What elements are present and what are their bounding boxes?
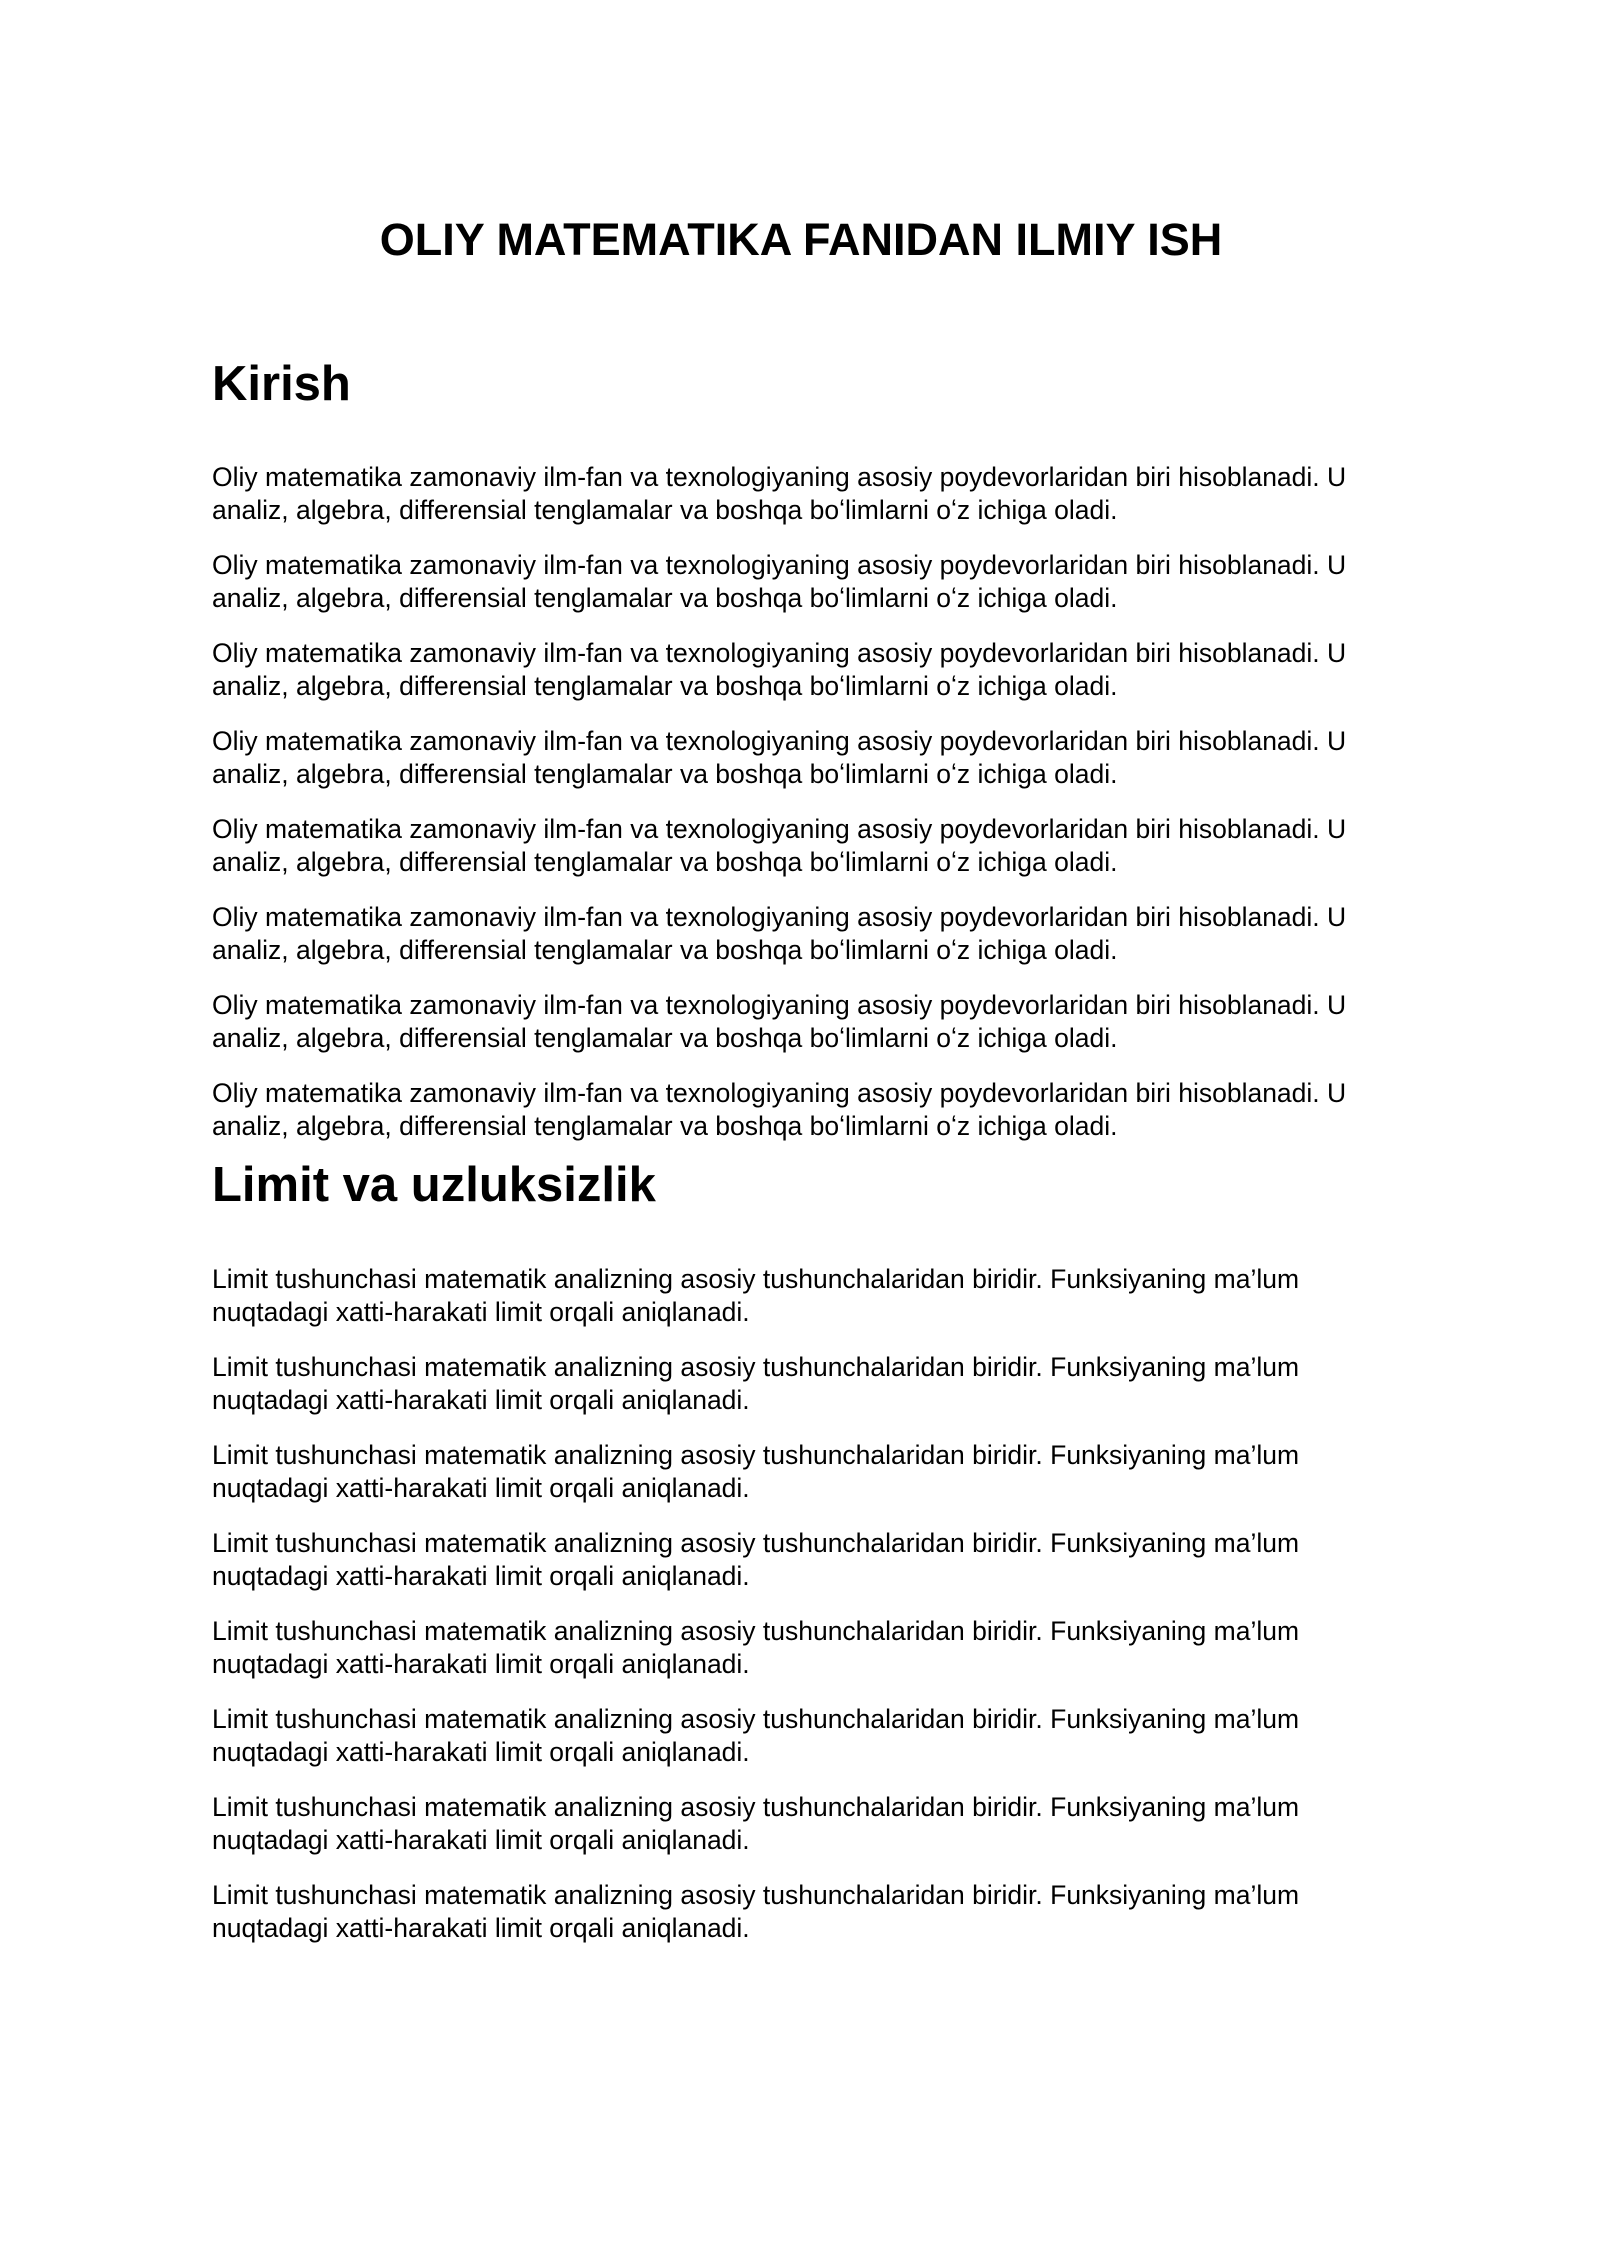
paragraph: Oliy matematika zamonaviy ilm-fan va texnologiyaning asosiy poydevorlaridan biri hisoblanadi. U analiz, algebra, differensial tenglamalar va boshqa boʻlimlarni oʻz ichiga oladi. [212,902,1347,965]
paragraph: Limit tushunchasi matematik analizning asosiy tushunchalaridan biridir. Funksiyaning ma’lum nuqtadagi xatti-harakati limit orqali aniqlanadi. [212,1704,1300,1767]
paragraph: Limit tushunchasi matematik analizning asosiy tushunchalaridan biridir. Funksiyaning ma’lum nuqtadagi xatti-harakati limit orqali aniqlanadi. [212,1880,1300,1943]
paragraph: Oliy matematika zamonaviy ilm-fan va texnologiyaning asosiy poydevorlaridan biri hisoblanadi. U analiz, algebra, differensial tenglamalar va boshqa boʻlimlarni oʻz ichiga oladi. [212,814,1347,877]
paragraph: Oliy matematika zamonaviy ilm-fan va texnologiyaning asosiy poydevorlaridan biri hisoblanadi. U analiz, algebra, differensial tenglamalar va boshqa boʻlimlarni oʻz ichiga oladi. [212,462,1347,525]
paragraph: Limit tushunchasi matematik analizning asosiy tushunchalaridan biridir. Funksiyaning ma’lum nuqtadagi xatti-harakati limit orqali aniqlanadi. [212,1792,1300,1855]
paragraph: Oliy matematika zamonaviy ilm-fan va texnologiyaning asosiy poydevorlaridan biri hisoblanadi. U analiz, algebra, differensial tenglamalar va boshqa boʻlimlarni oʻz ichiga oladi. [212,638,1347,701]
paragraph: Limit tushunchasi matematik analizning asosiy tushunchalaridan biridir. Funksiyaning ma’lum nuqtadagi xatti-harakati limit orqali aniqlanadi. [212,1616,1300,1679]
paragraph: Oliy matematika zamonaviy ilm-fan va texnologiyaning asosiy poydevorlaridan biri hisoblanadi. U analiz, algebra, differensial tenglamalar va boshqa boʻlimlarni oʻz ichiga oladi. [212,1078,1347,1141]
paragraph: Oliy matematika zamonaviy ilm-fan va texnologiyaning asosiy poydevorlaridan biri hisoblanadi. U analiz, algebra, differensial tenglamalar va boshqa boʻlimlarni oʻz ichiga oladi. [212,726,1347,789]
section-heading: Limit va uzluksizlik [212,1158,656,1212]
paragraph: Limit tushunchasi matematik analizning asosiy tushunchalaridan biridir. Funksiyaning ma’lum nuqtadagi xatti-harakati limit orqali aniqlanadi. [212,1352,1300,1415]
section-heading: Kirish [212,357,351,411]
section-kirish [212,354,1412,1143]
paragraph: Limit tushunchasi matematik analizning asosiy tushunchalaridan biridir. Funksiyaning ma’lum nuqtadagi xatti-harakati limit orqali aniqlanadi. [212,1528,1300,1591]
document-body [212,210,1412,1945]
paragraph: Limit tushunchasi matematik analizning asosiy tushunchalaridan biridir. Funksiyaning ma’lum nuqtadagi xatti-harakati limit orqali aniqlanadi. [212,1440,1300,1503]
section-limit-va-uzluksizlik [212,1155,1412,1945]
paragraph: Limit tushunchasi matematik analizning asosiy tushunchalaridan biridir. Funksiyaning ma’lum nuqtadagi xatti-harakati limit orqali aniqlanadi. [212,1264,1300,1327]
document-title: OLIY MATEMATIKA FANIDAN ILMIY ISH [379,214,1223,265]
paragraph: Oliy matematika zamonaviy ilm-fan va texnologiyaning asosiy poydevorlaridan biri hisoblanadi. U analiz, algebra, differensial tenglamalar va boshqa boʻlimlarni oʻz ichiga oladi. [212,550,1347,613]
paragraph: Oliy matematika zamonaviy ilm-fan va texnologiyaning asosiy poydevorlaridan biri hisoblanadi. U analiz, algebra, differensial tenglamalar va boshqa boʻlimlarni oʻz ichiga oladi. [212,990,1347,1053]
